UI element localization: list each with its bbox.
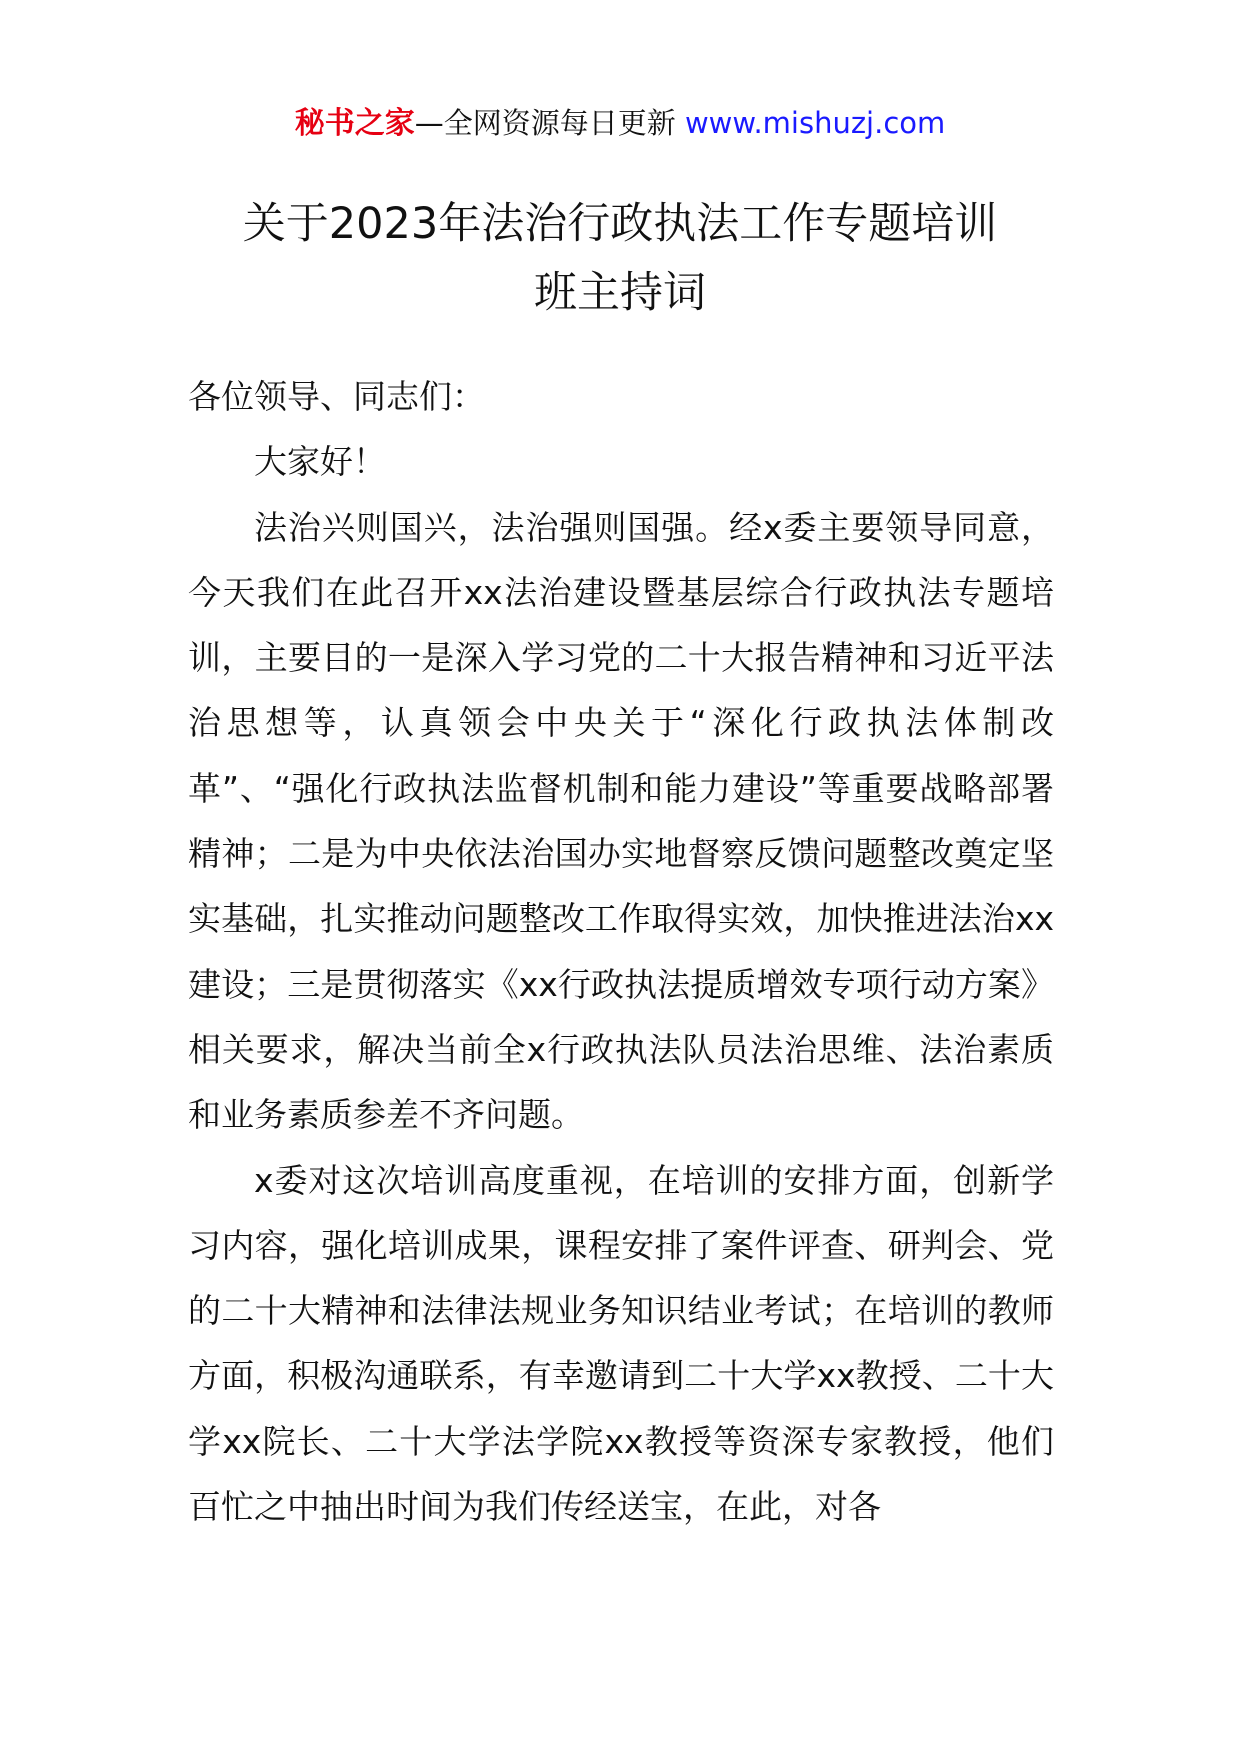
site-tagline: —全网资源每日更新 [414, 106, 676, 140]
body-paragraph-1: 法治兴则国兴，法治强则国强。经x委主要领导同意，今天我们在此召开xx法治建设暨基层综合行政执法专题培训，主要目的一是深入学习党的二十大报告精神和习近平法治思想等，认真领会中央关于“深化行政执法体制改革”、“强化行政执法监督机制和能力建设”等重要战略部署精神；二是为中央依法治国办实地督察反馈问题整改奠定坚实基础，扎实推动问题整改工作取得实效，加快推进法治xx建设；三是贯彻落实《xx行政执法提质增效专项行动方案》相关要求，解决当前全x行政执法队员法治思维、法治素质和业务素质参差不齐问题。 [188, 507, 1054, 1135]
document-body [188, 364, 1054, 1539]
document-title-line-1: 关于2023年法治行政执法工作专题培训 [242, 199, 998, 249]
site-header [0, 98, 1240, 149]
salutation: 各位领导、同志们： [188, 377, 485, 416]
document-title [150, 190, 1090, 328]
greeting: 大家好！ [254, 442, 386, 482]
site-url-link[interactable]: www.mishuzj.com [684, 106, 946, 140]
site-brand: 秘书之家 [294, 106, 415, 141]
document-title-line-2: 班主持词 [534, 268, 706, 318]
body-paragraph-2: x委对这次培训高度重视，在培训的安排方面，创新学习内容，强化培训成果，课程安排了案件评查、研判会、党的二十大精神和法律法规业务知识结业考试；在培训的教师方面，积极沟通联系，有幸邀请到二十大学xx教授、二十大学xx院长、二十大学法学院xx教授等资深专家教授，他们百忙之中抽出时间为我们传经送宝，在此，对各 [188, 1160, 1054, 1527]
